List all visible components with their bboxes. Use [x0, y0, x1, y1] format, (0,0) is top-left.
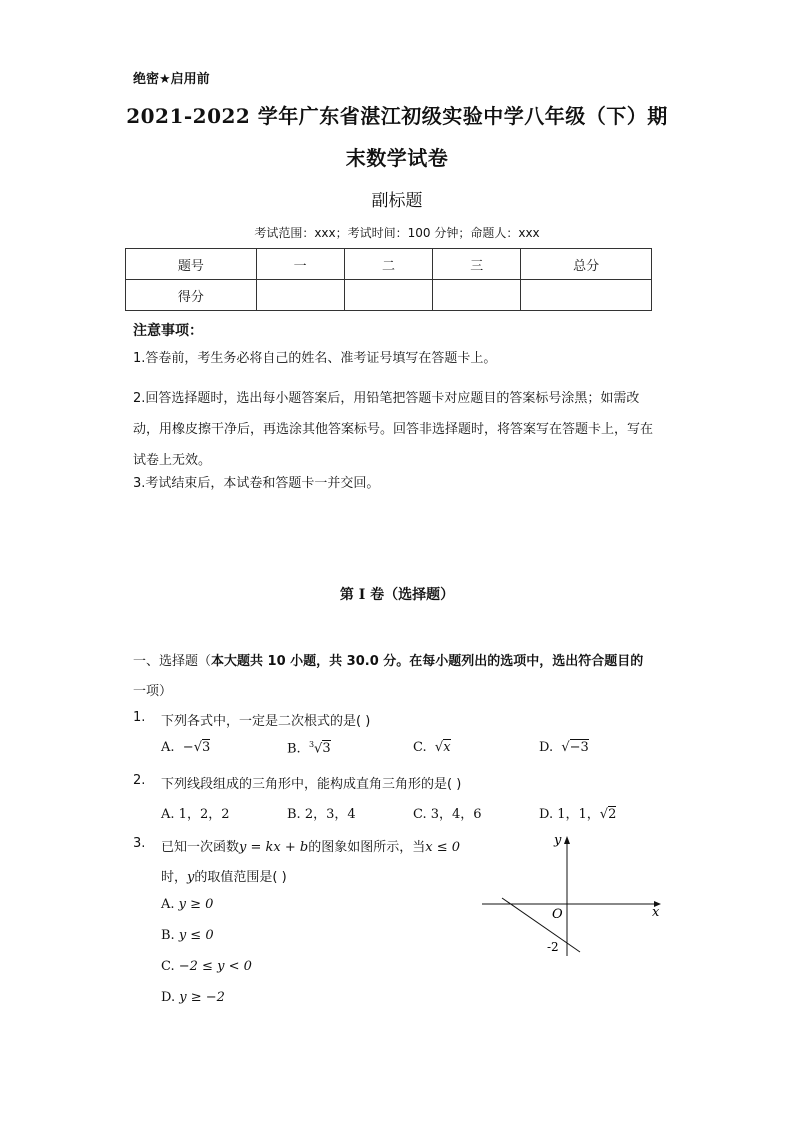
option-label: C. [413, 807, 427, 822]
option-label: A. [161, 897, 175, 912]
question-1-option-b [287, 740, 331, 756]
score-header-cell: 总分 [521, 249, 652, 280]
origin-label: O [552, 907, 563, 922]
exam-title-line-2: 末数学试卷 [345, 146, 449, 170]
secret-label: 绝密★启用前 [133, 72, 210, 87]
question-1-text: 下列各式中，一定是二次根式的是( ) [161, 714, 371, 729]
notice-title: 注意事项： [133, 323, 203, 339]
sqrt-icon: √ [193, 740, 202, 755]
function-line [502, 898, 580, 952]
score-cell [344, 280, 433, 311]
question-3-text-line-1 [161, 836, 460, 855]
score-header-cell: 三 [433, 249, 521, 280]
question-2-option-d [539, 803, 616, 822]
score-cell [433, 280, 521, 311]
option-radicand: −3 [569, 740, 589, 755]
option-value: 1，2，2 [178, 807, 230, 822]
score-header-cell: 一 [256, 249, 344, 280]
option-label: D. [539, 740, 554, 755]
linear-function-graph [478, 830, 668, 960]
option-label: B. [287, 807, 301, 822]
sqrt-icon: √ [314, 741, 323, 757]
notice-item-2: 2.回答选择题时，选出每小题答案后，用铅笔把答题卡对应题目的答案标号涂黑；如需改动，用橡皮擦干净后，再选涂其他答案标号。回答非选择题时，将答案写在答题卡上，写在试卷上无效。 [133, 391, 654, 468]
question-3-option-b [161, 928, 214, 943]
y-axis-label: y [554, 833, 562, 848]
y-axis-arrow-icon [564, 836, 570, 844]
option-label: C. [161, 959, 175, 974]
notice-item-3: 3.考试结束后，本试卷和答题卡一并交回。 [133, 476, 380, 491]
score-cell [521, 280, 652, 311]
question-1-option-a [161, 740, 210, 755]
q3-condition: x ≤ 0 [425, 840, 460, 855]
question-3-option-a [161, 897, 213, 912]
notice-item-2-wrap [133, 352, 663, 476]
section-prefix: 一、选择题（ [133, 654, 212, 669]
root-index: 3 [308, 740, 315, 749]
option-value: 1，1， [557, 807, 600, 822]
sqrt-icon: √ [434, 740, 444, 755]
score-header-cell: 二 [344, 249, 433, 280]
exam-title-line-1: 2021-2022 学年广东省湛江初级实验中学八年级（下）期 [126, 104, 668, 128]
option-label: A. [161, 807, 175, 822]
q3-var: y [187, 870, 195, 885]
score-header-cell: 题号 [126, 249, 257, 280]
option-radicand: x [443, 740, 451, 755]
q3-formula: y = kx + b [239, 840, 309, 855]
question-2-option-a [161, 803, 230, 822]
question-2-number: 2. [133, 773, 146, 788]
score-table [125, 248, 652, 311]
question-3-number: 3. [133, 836, 146, 851]
question-2-text: 下列线段组成的三角形中，能构成直角三角形的是( ) [161, 777, 462, 792]
score-row-label: 得分 [126, 280, 257, 311]
option-value: −2 ≤ y < 0 [178, 959, 252, 974]
q3-text-c: 时， [161, 870, 188, 885]
option-sign: − [182, 740, 194, 755]
option-radicand: 3 [202, 740, 211, 755]
q3-text-b: 的图象如图所示，当 [308, 840, 426, 855]
option-value: 3，4，6 [430, 807, 482, 822]
score-table-score-row [126, 280, 652, 311]
option-label: D. [539, 807, 554, 822]
option-value: y ≥ 0 [178, 897, 214, 912]
section-heading [133, 647, 663, 707]
x-axis-label: x [652, 905, 660, 920]
option-label: B. [161, 928, 175, 943]
option-label: B. [287, 741, 301, 757]
option-value: 2，3，4 [304, 807, 356, 822]
question-2-option-b [287, 803, 356, 822]
intercept-label: -2 [547, 940, 559, 954]
notice-item-1: 1.答卷前，考生务必将自己的姓名、准考证号填写在答题卡上。 [133, 351, 497, 366]
q3-text-a: 已知一次函数 [161, 840, 240, 855]
option-label: A. [161, 740, 175, 755]
question-1-option-c [413, 740, 451, 755]
option-label: D. [161, 990, 176, 1005]
section-suffix: 一项） [133, 684, 173, 699]
question-3-text-line-2 [161, 866, 287, 885]
question-2-option-c [413, 803, 482, 822]
question-1-option-d [539, 740, 589, 755]
option-label: C. [413, 740, 427, 755]
option-value: y ≤ 0 [178, 928, 214, 943]
option-radicand: 3 [322, 741, 331, 757]
score-table-header-row [126, 249, 652, 280]
sqrt-icon: √ [561, 740, 570, 755]
option-radicand: 2 [608, 807, 617, 822]
question-3-option-d [161, 990, 225, 1005]
sqrt-icon: √ [599, 807, 609, 822]
option-value: y ≥ −2 [179, 990, 225, 1005]
question-1-number: 1. [133, 710, 146, 725]
score-cell [256, 280, 344, 311]
exam-info: 考试范围：xxx；考试时间：100 分钟；命题人：xxx [254, 226, 540, 240]
q3-text-d: 的取值范围是( ) [194, 870, 287, 885]
question-3-option-c [161, 959, 252, 974]
part-title: 第 I 卷（选择题） [339, 587, 455, 603]
section-bold: 本大题共 10 小题，共 30.0 分。在每小题列出的选项中，选出符合题目的 [211, 654, 644, 669]
subtitle: 副标题 [371, 191, 423, 211]
